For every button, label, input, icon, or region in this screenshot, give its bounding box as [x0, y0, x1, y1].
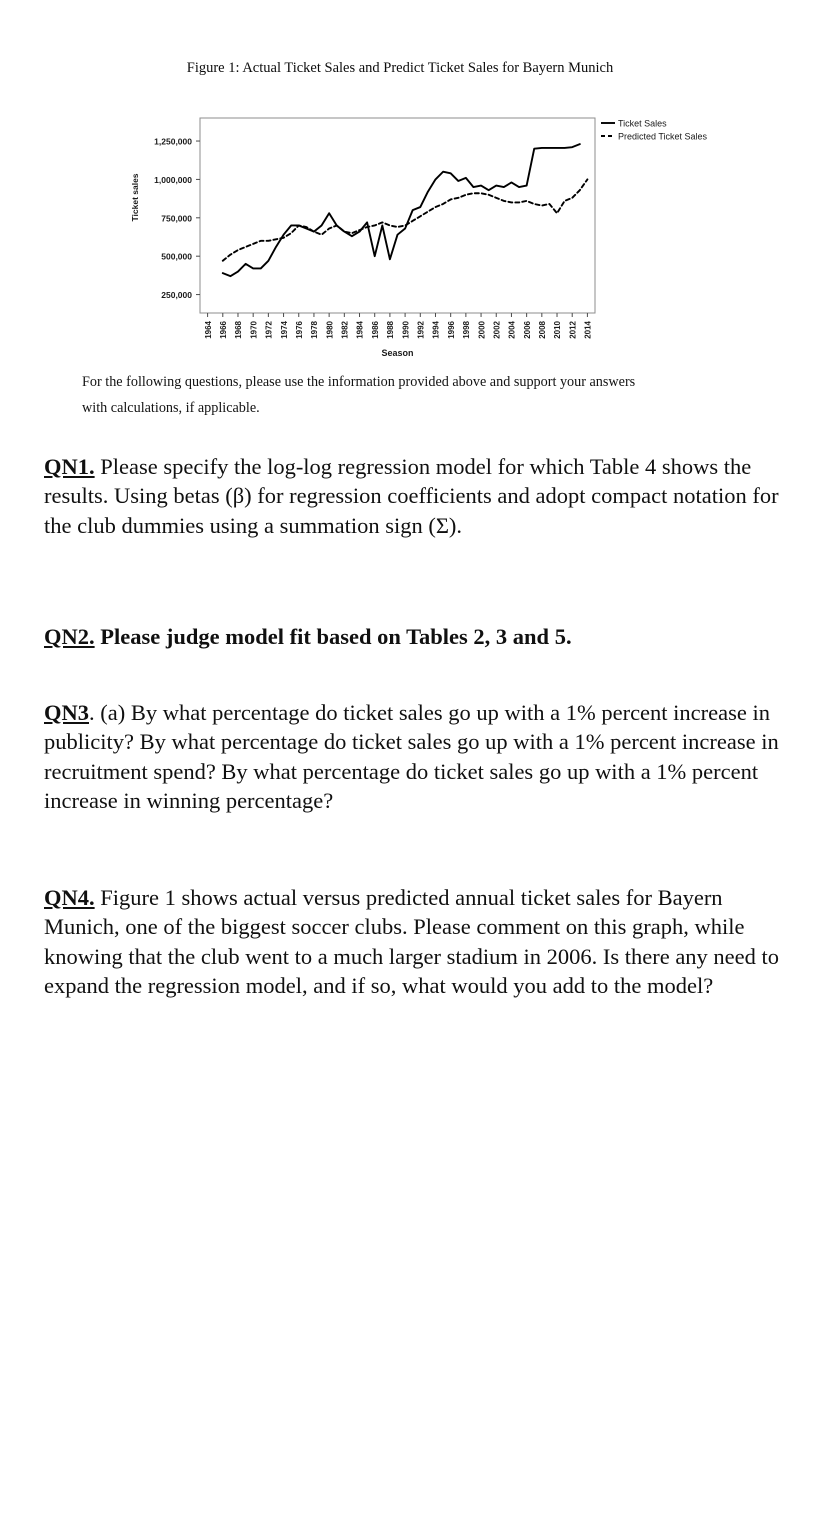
instructions-paragraph: For the following questions, please use the information provided above and support your answers with calculations, if applicable. — [82, 374, 636, 417]
x-axis-tick-label: 1972 — [264, 321, 274, 339]
x-axis-tick-label: 1994 — [431, 321, 441, 339]
question-body-qn2: Please judge model fit based on Tables 2, 3 and 5. — [94, 624, 572, 649]
chart-svg — [0, 110, 760, 365]
y-axis-tick-label: 250,000 — [161, 290, 192, 301]
x-axis-tick-label: 1978 — [310, 321, 320, 339]
x-axis-tick-label: 2002 — [492, 321, 502, 339]
x-axis-tick-label: 1964 — [203, 321, 213, 339]
x-axis-tick-label: 1990 — [401, 321, 411, 339]
x-axis-tick-label: 1984 — [355, 321, 365, 339]
x-axis-tick-label: 1998 — [462, 321, 472, 339]
question-body-qn4: Figure 1 shows actual versus predicted annual ticket sales for Bayern Munich, one of the biggest soccer clubs. Please comment on this graph, while knowing that the club went to a much larger stadium in 2006. Is there any need to expand the regression model, and if so, what would you add to the model? — [44, 885, 780, 998]
legend-label-2: Predicted Ticket Sales — [618, 131, 708, 142]
legend-label-1: Ticket Sales — [618, 118, 667, 129]
question-label-qn3: QN3 — [44, 700, 89, 725]
x-axis-title: Season — [381, 348, 414, 358]
question-body-qn1: Please specify the log-log regression model for which Table 4 shows the results. Using betas (β) for regression coefficients and adopt compact notation for the club dummies using a summation sign (Σ). — [44, 454, 779, 538]
x-axis-tick-label: 2014 — [583, 321, 593, 339]
y-axis-title: Ticket sales — [130, 173, 140, 222]
y-axis-tick-label: 750,000 — [161, 213, 192, 224]
x-axis-tick-label: 1986 — [370, 321, 380, 339]
question-qn3 — [44, 698, 789, 815]
x-axis-tick-label: 2000 — [477, 321, 487, 339]
plot-frame — [200, 118, 595, 313]
figure-caption: Figure 1: Actual Ticket Sales and Predict Ticket Sales for Bayern Munich — [186, 60, 614, 76]
question-label-qn1: QN1. — [44, 454, 95, 479]
question-qn4 — [44, 883, 789, 1000]
question-qn1 — [44, 452, 789, 540]
x-axis-tick-label: 2004 — [507, 321, 517, 339]
question-body-qn3: . (a) By what percentage do ticket sales go up with a 1% percent increase in publicity? By what percentage do ticket sales go up with a 1% percent increase in recruitment spend? By what percentage do ticket sales go up with a 1% percent increase in winning percentage? — [44, 700, 779, 813]
y-axis-tick-label: 1,000,000 — [154, 174, 192, 185]
y-axis-tick-label: 1,250,000 — [154, 136, 192, 147]
x-axis-tick-label: 1974 — [279, 321, 289, 339]
x-axis-tick-label: 1980 — [325, 321, 335, 339]
x-axis-tick-label: 1996 — [446, 321, 456, 339]
question-qn2 — [44, 622, 789, 651]
ticket-sales-chart — [0, 110, 760, 365]
x-axis-tick-label: 1966 — [218, 321, 228, 339]
x-axis-tick-label: 1992 — [416, 321, 426, 339]
x-axis-tick-label: 2008 — [538, 321, 548, 339]
question-label-qn2: QN2. — [44, 624, 95, 649]
y-axis-tick-label: 500,000 — [161, 251, 192, 262]
x-axis-tick-label: 1976 — [294, 321, 304, 339]
question-label-qn4: QN4. — [44, 885, 95, 910]
x-axis-tick-label: 1970 — [249, 321, 259, 339]
x-axis-tick-label: 1968 — [234, 321, 244, 339]
x-axis-tick-label: 2006 — [522, 321, 532, 339]
x-axis-tick-label: 1982 — [340, 321, 350, 339]
x-axis-tick-label: 2010 — [553, 321, 563, 339]
x-axis-tick-label: 1988 — [386, 321, 396, 339]
x-axis-tick-label: 2012 — [568, 321, 578, 339]
